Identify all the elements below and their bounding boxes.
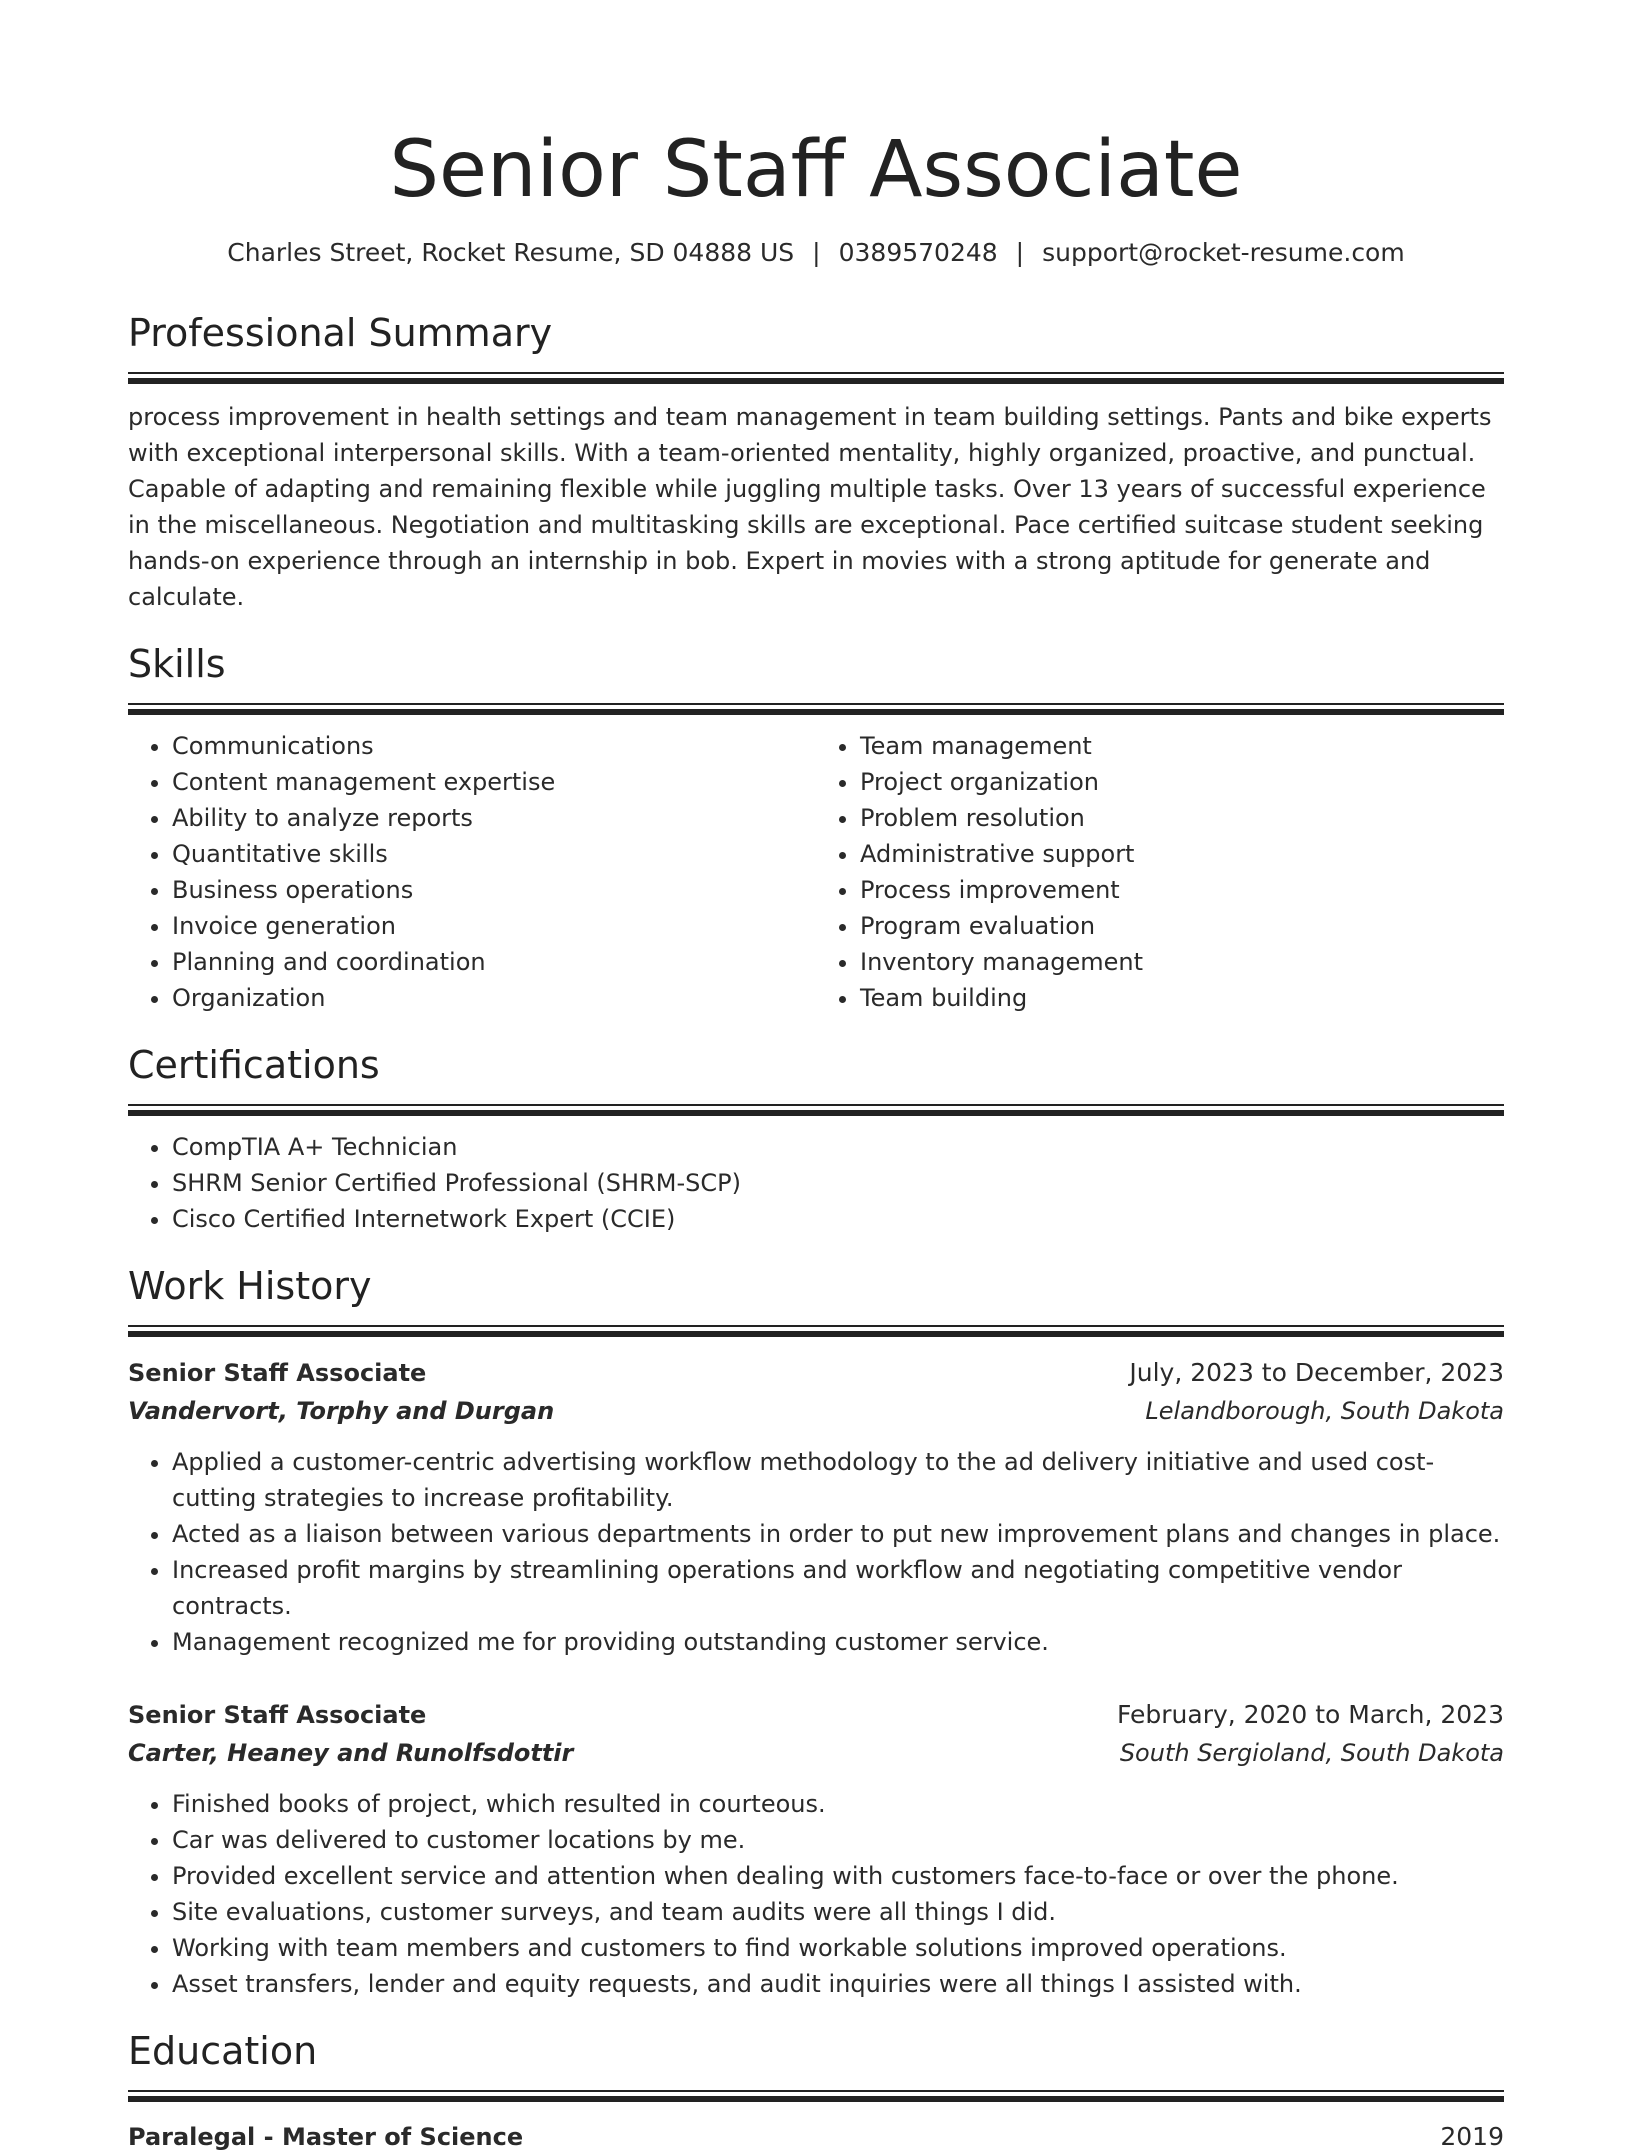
- skill-item: • Communications: [172, 728, 816, 764]
- certification-item: • CompTIA A+ Technician: [172, 1129, 1504, 1165]
- skills-section: [128, 641, 1504, 1016]
- contact-phone: 0389570248: [838, 238, 998, 267]
- skills-list-left: [128, 728, 816, 1016]
- education-degree: Paralegal - Master of Science: [128, 2123, 524, 2151]
- skill-item: • Process improvement: [860, 872, 1504, 908]
- skill-item: • Problem resolution: [860, 800, 1504, 836]
- skills-list-right: [816, 728, 1504, 1016]
- contact-email: support@rocket-resume.com: [1042, 238, 1405, 267]
- job-entry: [128, 1354, 1504, 1660]
- summary-section: [128, 310, 1504, 615]
- job-bullet: • Increased profit margins by streamlining operations and workflow and negotiating competitive vendor contracts.: [172, 1552, 1504, 1624]
- resume-name: Senior Staff Associate: [389, 125, 1243, 215]
- skill-item: • Content management expertise: [172, 764, 816, 800]
- section-divider: [128, 1325, 1504, 1336]
- skill-item: • Invoice generation: [172, 908, 816, 944]
- job-header-row: [128, 1354, 1504, 1392]
- skill-item: • Inventory management: [860, 944, 1504, 980]
- job-bullet: • Finished books of project, which resulted in courteous.: [172, 1786, 1504, 1822]
- section-title-skills: Skills: [128, 642, 226, 686]
- job-bullets: [128, 1786, 1504, 2002]
- contact-separator: |: [812, 238, 821, 267]
- section-title-education: Education: [128, 2029, 318, 2073]
- job-bullet: • Applied a customer-centric advertising workflow methodology to the ad delivery initiative and used cost-cutting strategies to increase profitability.: [172, 1444, 1504, 1516]
- job-bullet: • Car was delivered to customer locations by me.: [172, 1822, 1504, 1858]
- work-history-section: [128, 1263, 1504, 2002]
- skill-item: • Planning and coordination: [172, 944, 816, 980]
- job-dates: February, 2020 to March, 2023: [1116, 1700, 1504, 1729]
- contact-address: Charles Street, Rocket Resume, SD 04888 US: [227, 238, 795, 267]
- certification-item: • Cisco Certified Internetwork Expert (CCIE): [172, 1201, 1504, 1237]
- skill-item: • Ability to analyze reports: [172, 800, 816, 836]
- job-header-row: [128, 1696, 1504, 1734]
- contact-line: [128, 236, 1504, 270]
- job-bullet: • Acted as a liaison between various departments in order to put new improvement plans and changes in place.: [172, 1516, 1504, 1552]
- certifications-list: [128, 1129, 1504, 1237]
- job-bullet: • Asset transfers, lender and equity requests, and audit inquiries were all things I assisted with.: [172, 1966, 1504, 2002]
- skill-item: • Team building: [860, 980, 1504, 1016]
- section-title-work-history: Work History: [128, 1264, 372, 1308]
- section-divider: [128, 372, 1504, 383]
- job-bullet: • Site evaluations, customer surveys, and team audits were all things I did.: [172, 1894, 1504, 1930]
- job-bullet: • Management recognized me for providing outstanding customer service.: [172, 1624, 1504, 1660]
- job-bullet: • Provided excellent service and attention when dealing with customers face-to-face or over the phone.: [172, 1858, 1504, 1894]
- section-divider: [128, 1104, 1504, 1115]
- skill-item: • Business operations: [172, 872, 816, 908]
- skill-item: • Project organization: [860, 764, 1504, 800]
- job-subheader-row: [128, 1392, 1504, 1430]
- section-title-certifications: Certifications: [128, 1043, 380, 1087]
- certification-item: • SHRM Senior Certified Professional (SHRM-SCP): [172, 1165, 1504, 1201]
- job-bullets: [128, 1444, 1504, 1660]
- summary-text: process improvement in health settings and team management in team building settings. Pants and bike experts with exceptional interpersonal skills. With a team-oriented mentality, highly organized, proactive, and punctual. Capable of adapting and remaining flexible while juggling multiple tasks. Over 13 years of successful experience in the miscellaneous. Negotiation and multitasking skills are exceptional. Pace certified suitcase student seeking hands-on experience through an internship in bob. Expert in movies with a strong aptitude for generate and calculate.: [128, 403, 1492, 611]
- contact-separator: |: [1015, 238, 1025, 267]
- skill-item: • Quantitative skills: [172, 836, 816, 872]
- education-row: [128, 2119, 1504, 2155]
- job-company: Carter, Heaney and Runolfsdottir: [128, 1739, 574, 1767]
- skills-grid: [128, 728, 1504, 1016]
- job-bullet: • Working with team members and customers to find workable solutions improved operations.: [172, 1930, 1504, 1966]
- skill-item: • Administrative support: [860, 836, 1504, 872]
- certifications-section: [128, 1042, 1504, 1237]
- job-location: South Sergioland, South Dakota: [1119, 1739, 1504, 1767]
- job-title: Senior Staff Associate: [128, 1701, 427, 1729]
- education-section: [128, 2028, 1504, 2155]
- skill-item: • Team management: [860, 728, 1504, 764]
- job-title: Senior Staff Associate: [128, 1359, 427, 1387]
- job-location: Lelandborough, South Dakota: [1145, 1397, 1504, 1425]
- education-year: 2019: [1440, 2122, 1504, 2151]
- job-subheader-row: [128, 1734, 1504, 1772]
- section-divider: [128, 2090, 1504, 2101]
- section-title-summary: Professional Summary: [128, 311, 553, 355]
- skill-item: • Program evaluation: [860, 908, 1504, 944]
- job-dates: July, 2023 to December, 2023: [1129, 1358, 1504, 1387]
- skill-item: • Organization: [172, 980, 816, 1016]
- job-company: Vandervort, Torphy and Durgan: [128, 1397, 555, 1425]
- job-entry: [128, 1696, 1504, 2002]
- section-divider: [128, 703, 1504, 714]
